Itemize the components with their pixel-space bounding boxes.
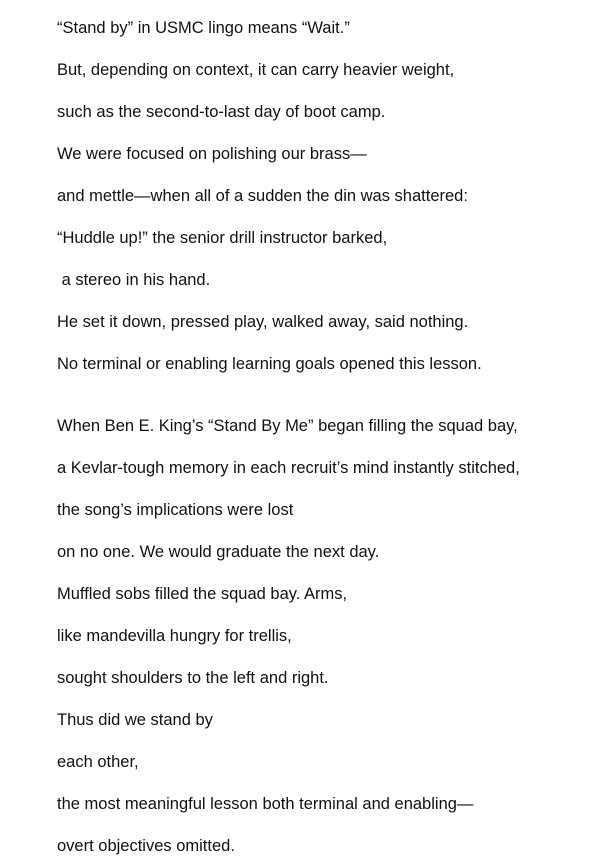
poem-line: “Huddle up!” the senior drill instructor barked, xyxy=(57,229,388,247)
poem-line: overt objectives omitted. xyxy=(57,837,235,855)
poem-line: Muffled sobs filled the squad bay. Arms, xyxy=(57,585,348,603)
poem-line: each other, xyxy=(57,753,139,771)
poem-line: on no one. We would graduate the next day. xyxy=(57,543,380,561)
poem-line: such as the second-to-last day of boot camp. xyxy=(57,103,386,121)
poem-line: We were focused on polishing our brass— xyxy=(57,145,367,163)
poem-line: When Ben E. King’s “Stand By Me” began filling the squad bay, xyxy=(57,417,518,435)
poem-line: and mettle—when all of a sudden the din was shattered: xyxy=(57,187,468,205)
poem-line: “Stand by” in USMC lingo means “Wait.” xyxy=(57,19,350,37)
poem-line: the most meaningful lesson both terminal and enabling— xyxy=(57,795,474,813)
poem-line: a stereo in his hand. xyxy=(57,271,211,289)
poem-line: Thus did we stand by xyxy=(57,711,213,729)
poem-line: the song’s implications were lost xyxy=(57,501,294,519)
poem-line: No terminal or enabling learning goals opened this lesson. xyxy=(57,355,482,373)
poem-line: sought shoulders to the left and right. xyxy=(57,669,329,687)
poem-line: a Kevlar-tough memory in each recruit’s mind instantly stitched, xyxy=(57,459,520,477)
poem-line: He set it down, pressed play, walked away, said nothing. xyxy=(57,313,469,331)
poem-line: like mandevilla hungry for trellis, xyxy=(57,627,292,645)
poem-line: But, depending on context, it can carry heavier weight, xyxy=(57,61,455,79)
